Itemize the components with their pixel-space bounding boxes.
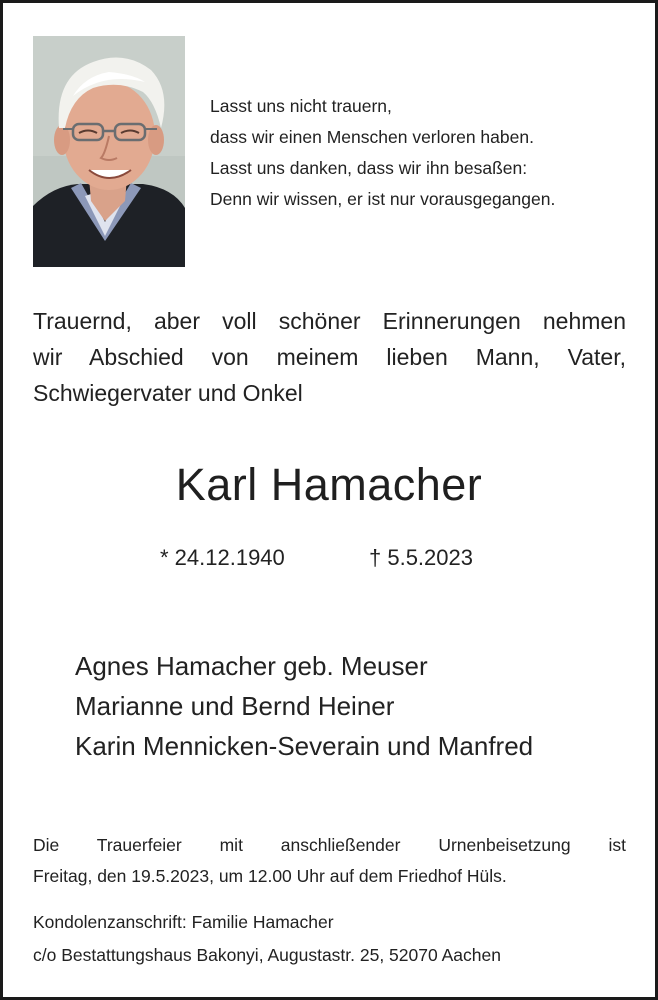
birth-date: * 24.12.1940 — [160, 545, 285, 570]
family-member: Agnes Hamacher geb. Meuser — [75, 651, 428, 681]
poem — [210, 91, 555, 215]
deceased-name: Karl Hamacher — [175, 459, 483, 510]
death-date: † 5.5.2023 — [369, 545, 473, 570]
funeral-line: Die Trauerfeier mit anschließender Urnenbeisetzung ist — [33, 835, 626, 855]
poem-line: Lasst uns danken, dass wir ihn besaßen: — [210, 158, 528, 178]
portrait-illustration — [33, 36, 185, 267]
statement-line: Trauernd, aber voll schöner Erinnerungen nehmen — [33, 308, 626, 334]
bereaved-family — [75, 646, 533, 766]
poem-line: Denn wir wissen, er ist nur vorausgegangen. — [210, 189, 556, 209]
statement-line: Schwiegervater und Onkel — [33, 380, 303, 406]
condolence-address — [33, 906, 501, 972]
statement-line: wir Abschied von meinem lieben Mann, Vater, — [33, 344, 626, 370]
funeral-details — [33, 830, 626, 892]
poem-line: dass wir einen Menschen verloren haben. — [210, 127, 534, 147]
address-line: Kondolenzanschrift: Familie Hamacher — [33, 912, 334, 932]
address-line: c/o Bestattungshaus Bakonyi, Augustastr. 25, 52070 Aachen — [33, 945, 501, 965]
mourning-statement — [33, 303, 626, 411]
funeral-line: Freitag, den 19.5.2023, um 12.00 Uhr auf dem Friedhof Hüls. — [33, 866, 507, 886]
poem-line: Lasst uns nicht trauern, — [210, 96, 392, 116]
family-member: Karin Mennicken-Severain und Manfred — [75, 731, 534, 761]
portrait-photo — [33, 36, 185, 267]
family-member: Marianne und Bernd Heiner — [75, 691, 395, 721]
